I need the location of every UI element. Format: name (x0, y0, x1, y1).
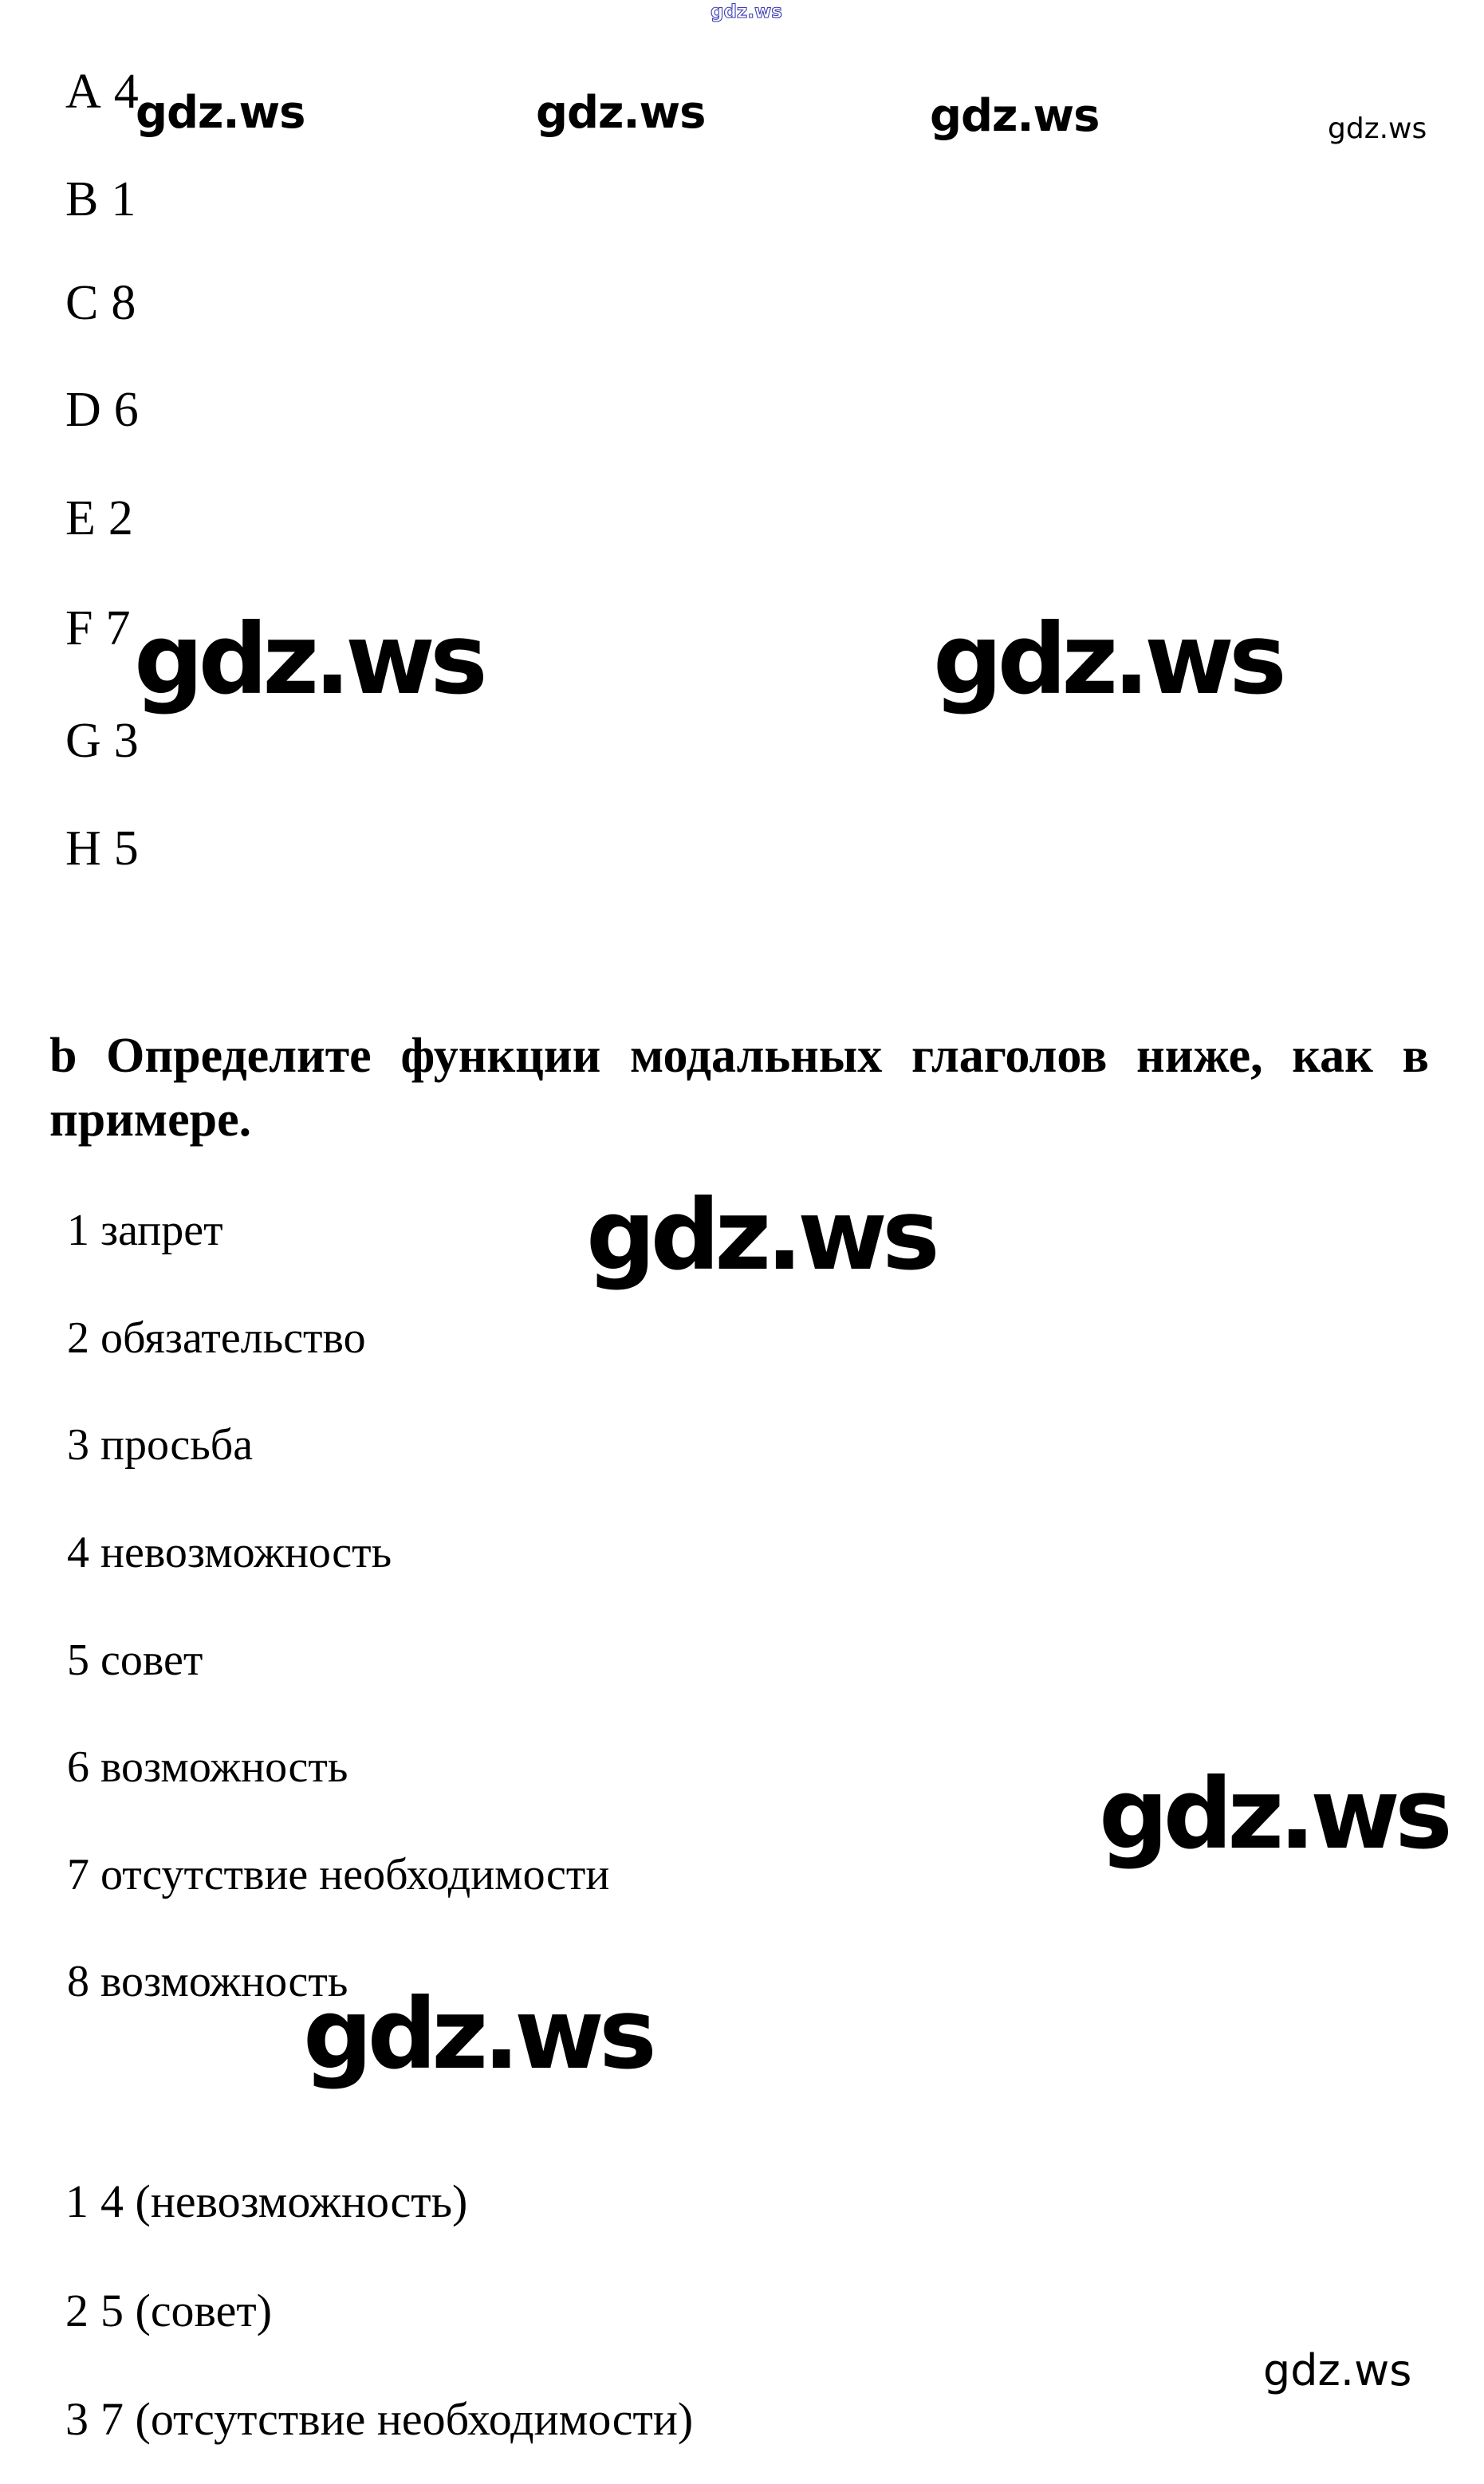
gdz-watermark-medium: gdz.ws (930, 90, 1100, 142)
answer-number: 3 (65, 2393, 89, 2445)
gdz-watermark-tiny: gdz.ws (711, 2, 782, 22)
function-item (67, 1638, 203, 1683)
gdz-watermark-bottom: gdz.ws (1263, 2345, 1412, 2395)
gdz-watermark-medium: gdz.ws (136, 87, 305, 139)
matching-letter: G (65, 714, 101, 768)
matching-letter: F (65, 601, 93, 655)
exercise-heading-line1: b Определите функции модальных глаголов ниже, как в (49, 1029, 1429, 1083)
matching-value: 3 (113, 714, 139, 768)
matching-letter: B (65, 172, 99, 226)
function-label: совет (100, 1636, 203, 1685)
matching-row (65, 491, 133, 545)
matching-value: 8 (111, 276, 136, 330)
answer-item (65, 2393, 694, 2445)
matching-value: 6 (113, 383, 139, 437)
function-label: возможность (100, 1742, 348, 1792)
function-item (67, 1208, 223, 1253)
gdz-watermark-small: gdz.ws (1328, 112, 1427, 145)
answer-item (65, 2285, 273, 2336)
gdz-watermark-large: gdz.ws (134, 603, 483, 716)
matching-letter: D (65, 383, 101, 437)
gdz-watermark-large: gdz.ws (303, 1978, 652, 2091)
gdz-watermark-large: gdz.ws (1099, 1758, 1448, 1871)
function-item (67, 1420, 254, 1470)
matching-value: 1 (111, 172, 136, 226)
exercise-heading-line2: примере. (49, 1092, 252, 1147)
matching-row (65, 716, 139, 766)
gdz-watermark-medium: gdz.ws (536, 87, 706, 139)
matching-value: 5 (113, 821, 139, 876)
matching-row (65, 65, 139, 119)
function-number: 2 (67, 1313, 89, 1363)
matching-value: 7 (105, 601, 131, 655)
answer-text: 4 (невозможность) (100, 2175, 468, 2227)
function-number: 6 (67, 1742, 89, 1792)
matching-value: 2 (108, 491, 133, 545)
matching-letter: H (65, 821, 101, 876)
function-label: запрет (100, 1206, 223, 1255)
matching-row (65, 278, 136, 328)
matching-row (65, 172, 136, 226)
function-label: невозможность (100, 1528, 392, 1577)
answer-number: 2 (65, 2285, 89, 2336)
function-item (67, 1742, 348, 1792)
matching-row (65, 601, 131, 655)
function-item (67, 1852, 609, 1897)
answer-text: 7 (отсутствие необходимости) (100, 2393, 694, 2445)
answer-number: 1 (65, 2175, 89, 2227)
matching-letter: E (65, 491, 96, 545)
matching-row (65, 385, 139, 435)
function-number: 7 (67, 1850, 89, 1899)
gdz-watermark-large: gdz.ws (933, 603, 1282, 716)
function-label: возможность (100, 1957, 348, 2006)
gdz-watermark-large: gdz.ws (586, 1179, 935, 1292)
function-label: обязательство (100, 1313, 366, 1363)
matching-letter: A (65, 65, 101, 119)
function-number: 5 (67, 1636, 89, 1685)
function-item (67, 1530, 392, 1575)
function-item (67, 1313, 366, 1363)
function-number: 8 (67, 1957, 89, 2006)
function-number: 3 (67, 1420, 89, 1470)
function-number: 1 (67, 1206, 89, 1255)
function-label: отсутствие необходимости (100, 1850, 610, 1899)
matching-row (65, 821, 139, 876)
function-number: 4 (67, 1528, 89, 1577)
function-label: просьба (100, 1420, 254, 1470)
matching-letter: C (65, 276, 99, 330)
answer-item (65, 2175, 468, 2227)
matching-value: 4 (113, 65, 139, 119)
answer-text: 5 (совет) (100, 2285, 273, 2336)
